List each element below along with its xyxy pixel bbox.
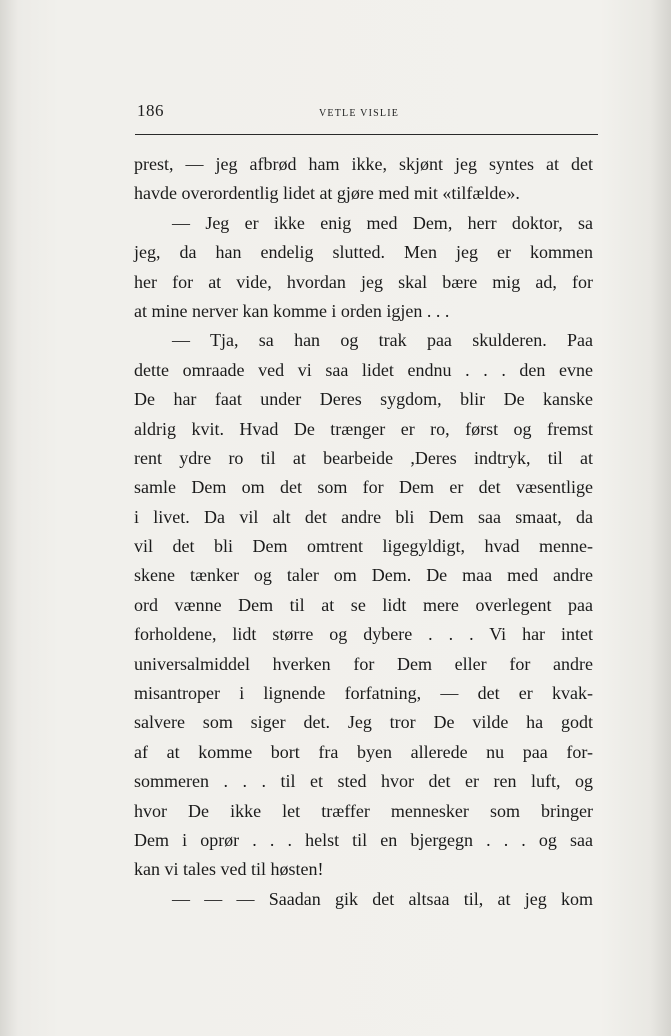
text-line: universalmiddel hverken for Dem eller for andre	[134, 653, 593, 674]
text-line: vil det bli Dem omtrent ligegyldigt, hvad menne-	[134, 536, 593, 557]
text-line: skene tænker og taler om Dem. De maa med andre	[134, 565, 593, 586]
text-line: her for at vide, hvordan jeg skal bære mig ad, for	[134, 271, 593, 292]
text-line: prest, — jeg afbrød ham ikke, skjønt jeg syntes at det	[134, 154, 593, 174]
page-number: 186	[137, 101, 164, 120]
text-line: De har faat under Deres sygdom, blir De kanske	[134, 389, 593, 410]
text-line: kan vi tales ved til høsten!	[134, 859, 324, 880]
text-line: forholdene, lidt større og dybere . . . Vi har intet	[134, 624, 593, 645]
text-line: misantroper i lignende forfatning, — det er kvak-	[134, 683, 593, 704]
text-line: rent ydre ro til at bearbeide ,Deres indtryk, til at	[134, 447, 593, 468]
text-line: af at komme bort fra byen allerede nu paa for-	[134, 741, 593, 762]
header-rule	[135, 134, 598, 135]
text-line: — Tja, sa han og trak paa skulderen. Paa	[172, 330, 593, 351]
text-line: i livet. Da vil alt det andre bli Dem saa smaat, da	[134, 506, 593, 527]
text-line: havde overordentlig lidet at gjøre med mit «tilfælde».	[134, 183, 520, 204]
text-line: sommeren . . . til et sted hvor det er ren luft, og	[134, 771, 593, 792]
text-line: Dem i oprør . . . helst til en bjergegn . . . og saa	[134, 829, 593, 850]
text-line: ord vænne Dem til at se lidt mere overlegent paa	[134, 594, 593, 615]
text-line: salvere som siger det. Jeg tror De vilde ha godt	[134, 712, 593, 733]
page-header	[135, 100, 598, 130]
text-line: hvor De ikke let træffer mennesker som bringer	[134, 800, 593, 821]
text-line: dette omraade ved vi saa lidet endnu . . . den evne	[134, 359, 593, 380]
text-line: aldrig kvit. Hvad De trænger er ro, først og fremst	[134, 418, 593, 439]
text-line: at mine nerver kan komme i orden igjen . . .	[134, 300, 450, 321]
text-line: jeg, da han endelig slutted. Men jeg er kommen	[134, 242, 593, 263]
text-line: samle Dem om det som for Dem er det væsentlige	[134, 477, 593, 498]
running-head: VETLE VISLIE	[319, 108, 400, 119]
body-text	[134, 150, 593, 914]
text-line: — — — Saadan gik det altsaa til, at jeg kom	[172, 888, 593, 909]
text-line: — Jeg er ikke enig med Dem, herr doktor, sa	[172, 212, 593, 233]
